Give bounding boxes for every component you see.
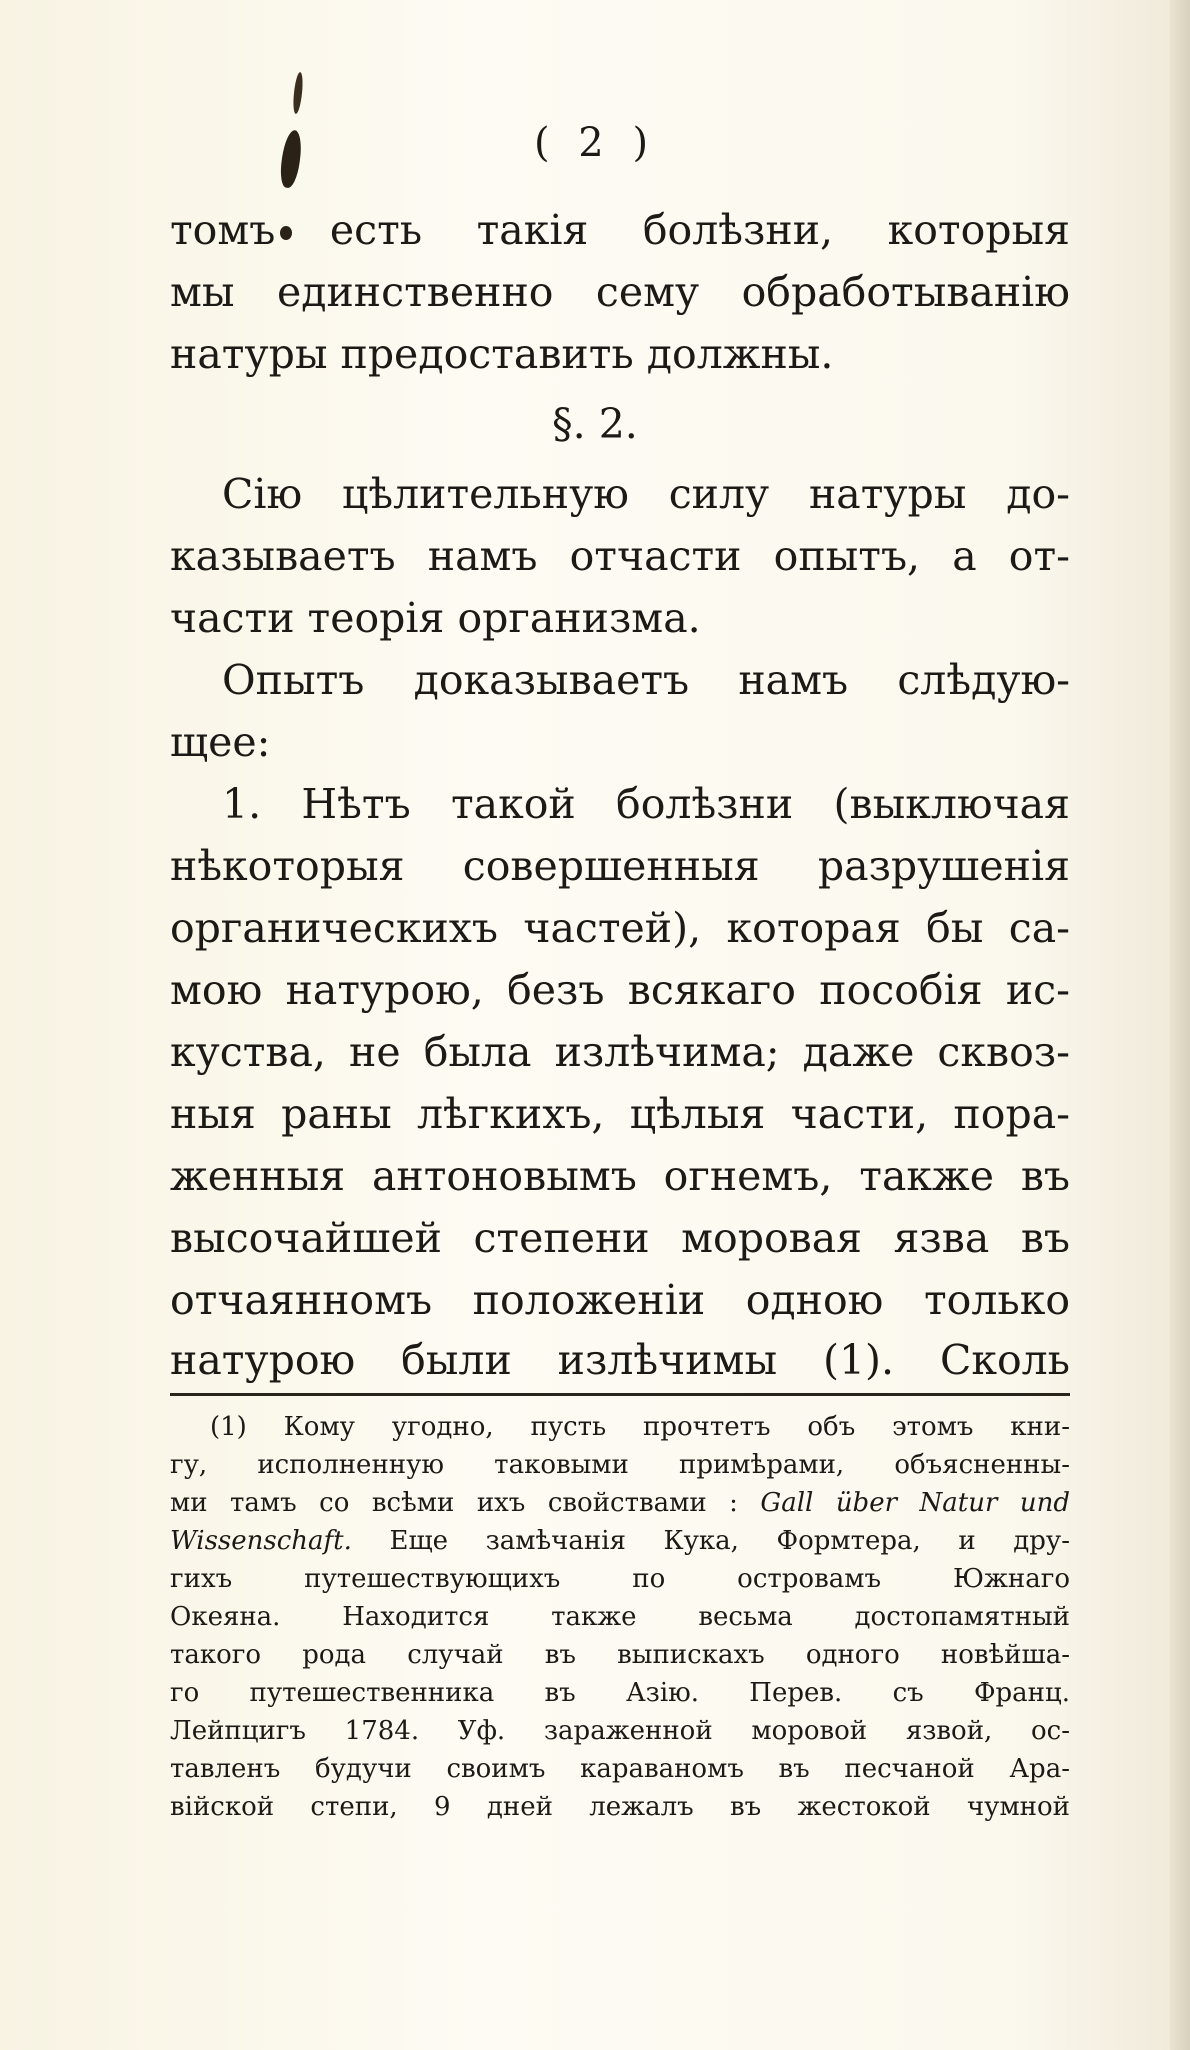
page-number: ( 2 ) xyxy=(533,120,657,166)
body-line: натуры предоставить должны. xyxy=(170,330,834,378)
body-line: части теорія организма. xyxy=(170,594,701,642)
body-line: щее: xyxy=(170,718,271,766)
body-line: нѣкоторыя совершенныя разрушенія xyxy=(170,842,1070,890)
body-line: куства, не была излѣчима; даже сквоз- xyxy=(170,1028,1070,1076)
body-line: Сію цѣлительную силу натуры до- xyxy=(222,470,1070,518)
footnote-line: тавленъ будучи своимъ караваномъ въ песчаной Ара- xyxy=(170,1754,1070,1784)
footnote-text: Еще замѣчанія Кука, Формтера, и дру- xyxy=(389,1526,1070,1556)
footnote-line: гихъ путешествующихъ по островамъ Южнаго xyxy=(170,1564,1070,1594)
body-line: высочайшей степени моровая язва въ xyxy=(170,1214,1070,1262)
footnote-line: такого рода случай въ выпискахъ одного новѣйша- xyxy=(170,1640,1070,1670)
footnote-text: ми тамъ со всѣми ихъ свойствами : xyxy=(170,1488,738,1518)
body-line: натурою были излѣчимы (1). Сколь xyxy=(170,1336,1070,1384)
body-line: томъ есть такія болѣзни, которыя xyxy=(170,206,1070,254)
footnote-divider xyxy=(170,1393,1070,1396)
footnote-book-title: Wissenschaft. xyxy=(170,1526,352,1556)
body-line: 1. Нѣтъ такой болѣзни (выключая xyxy=(222,780,1070,828)
body-line: Опытъ доказываетъ намъ слѣдую- xyxy=(222,656,1070,704)
footnote-line xyxy=(170,1522,1070,1560)
body-line: мою натурою, безъ всякаго пособія ис- xyxy=(170,966,1070,1014)
footnote-line: го путешественника въ Азію. Перев. съ Франц. xyxy=(170,1678,1070,1708)
body-line: женныя антоновымъ огнемъ, также въ xyxy=(170,1152,1070,1200)
footnote-line: вiйской степи, 9 дней лежалъ въ жестокой чумной xyxy=(170,1792,1070,1822)
section-heading: §. 2. xyxy=(552,400,638,448)
ink-stain xyxy=(292,72,304,115)
body-line: ныя раны лѣгкихъ, цѣлыя части, пора- xyxy=(170,1090,1070,1138)
footnote-book-title: Gall über Natur und xyxy=(760,1488,1071,1518)
footnote-line: (1) Кому угодно, пусть прочтетъ объ этомъ кни- xyxy=(210,1412,1070,1442)
body-line: мы единственно сему обработыванію xyxy=(170,268,1070,316)
footnote-line: гу, исполненную таковыми примѣрами, объясненны- xyxy=(170,1450,1070,1480)
body-line: органическихъ частей), которая бы са- xyxy=(170,904,1070,952)
footnote-line: Лейпцигъ 1784. Уф. зараженной моровой язвой, ос- xyxy=(170,1716,1070,1746)
body-line: отчаянномъ положеніи одною только xyxy=(170,1276,1070,1324)
footnote-line xyxy=(170,1484,1070,1522)
page-edge xyxy=(1170,0,1190,2050)
body-line: казываетъ намъ отчасти опытъ, а от- xyxy=(170,532,1070,580)
footnote-line: Океяна. Находится также весьма достопамятный xyxy=(170,1602,1070,1632)
